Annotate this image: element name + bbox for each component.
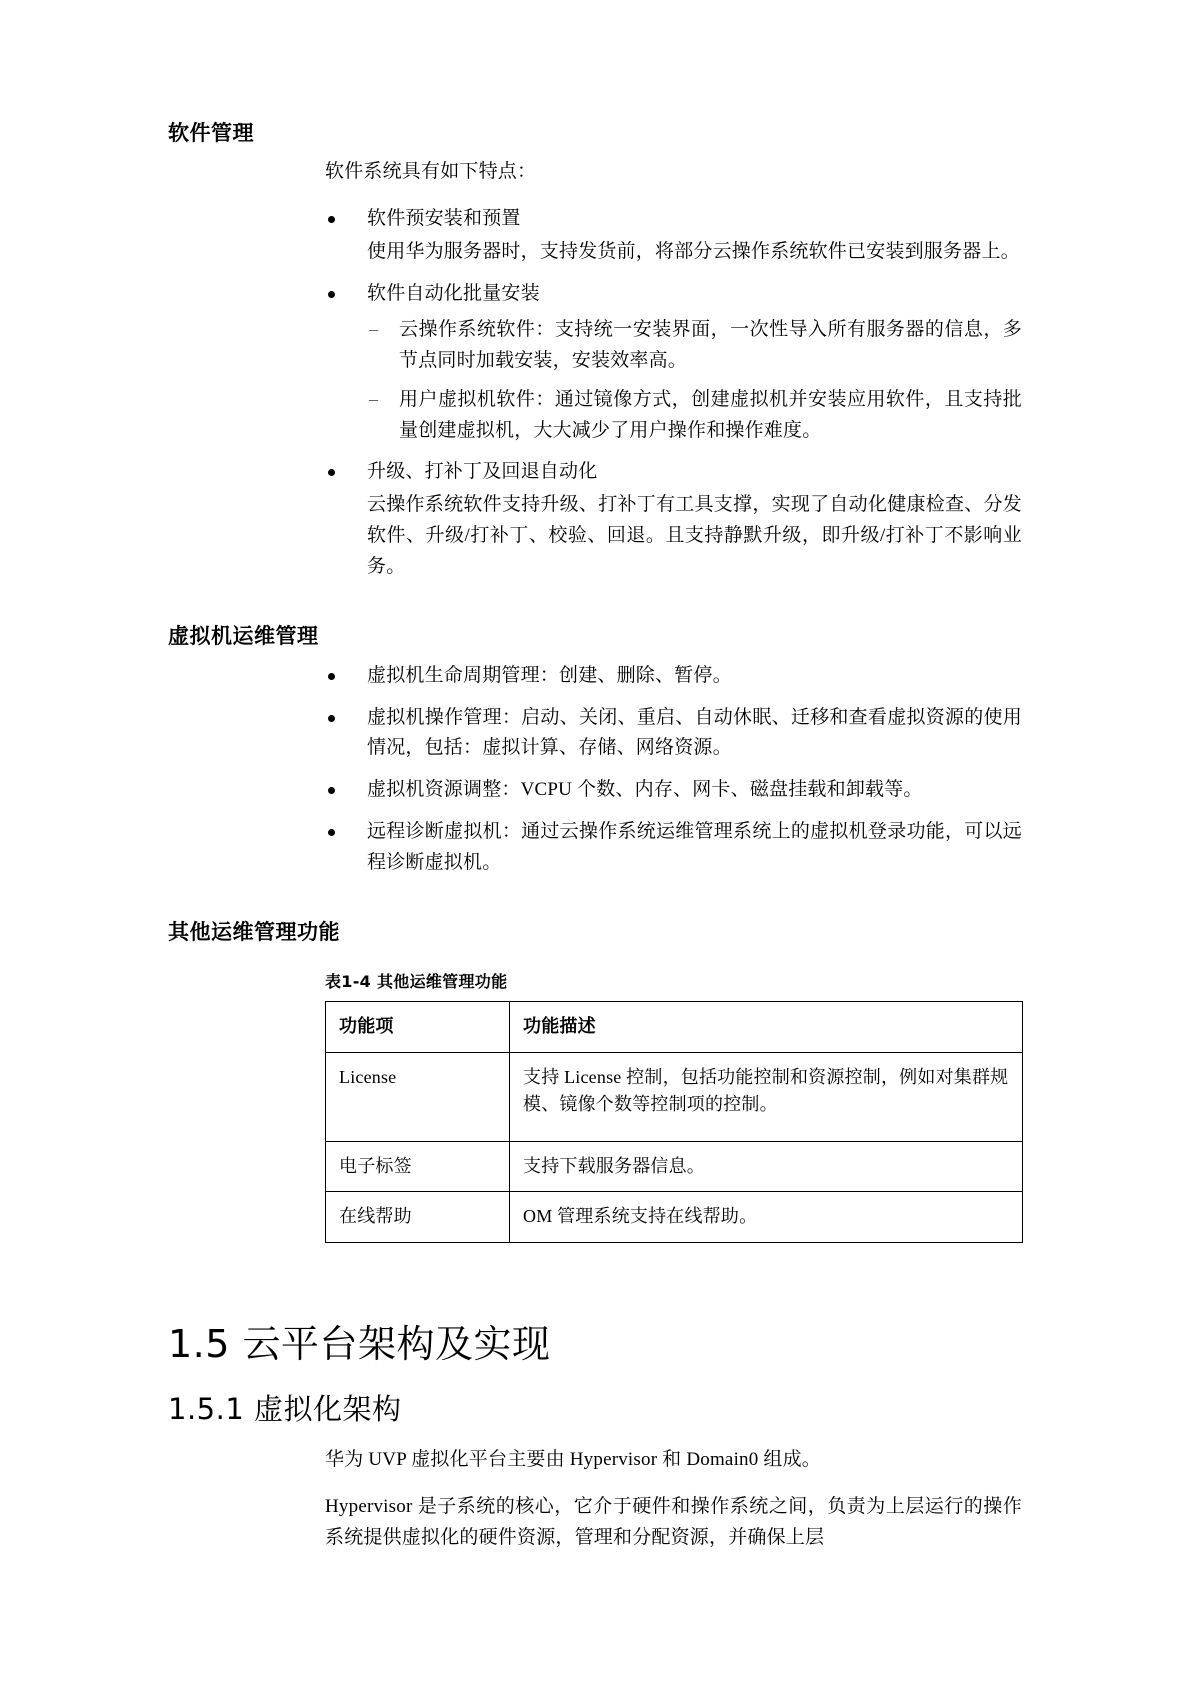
list-item: 虚拟机操作管理：启动、关闭、重启、自动休眠、迁移和查看虚拟资源的使用情况，包括：虚拟计算、存储、网络资源。: [325, 703, 1022, 765]
bullet-title: 升级、打补丁及回退自动化: [367, 461, 598, 483]
other-om-functions-table: [325, 1001, 1023, 1244]
other-om-functions-table-wrap: [325, 969, 1022, 1244]
table-row: [326, 1052, 1023, 1141]
heading-section-1-5-1: 1.5.1 虚拟化架构: [168, 1391, 402, 1426]
table-cell-item: 在线帮助: [326, 1192, 510, 1243]
list-item: [325, 279, 1022, 447]
table-header-cell-function-item: 功能项: [326, 1001, 510, 1052]
bullet-body: 云操作系统软件支持升级、打补丁有工具支撑，实现了自动化健康检查、分发软件、升级/打补丁、校验、回退。且支持静默升级，即升级/打补丁不影响业务。: [367, 494, 1022, 577]
chapter-paragraph: Hypervisor 是子系统的核心，它介于硬件和操作系统之间，负责为上层运行的操作系统提供虚拟化的硬件资源，管理和分配资源，并确保上层: [325, 1495, 1022, 1548]
vm-feature-list: [325, 661, 1022, 879]
heading-vm-om-management: 虚拟机运维管理: [168, 624, 319, 649]
table-row: [326, 1192, 1023, 1243]
bullet-body: 使用华为服务器时，支持发货前，将部分云操作系统软件已安装到服务器上。: [367, 240, 1020, 262]
table-cell-description: 支持 License 控制，包括功能控制和资源控制，例如对集群规模、镜像个数等控制项的控制。: [510, 1052, 1023, 1141]
table-header-cell-function-description: 功能描述: [510, 1001, 1023, 1052]
heading-software-management: 软件管理: [168, 121, 254, 145]
vm-om-management-body: [325, 661, 1022, 879]
table-header-row: [326, 1001, 1023, 1052]
table-cell-item: License: [326, 1052, 510, 1141]
heading-other-om-functions: 其他运维管理功能: [168, 920, 340, 945]
table-caption: 表1-4 其他运维管理功能: [325, 971, 508, 991]
software-intro-paragraph: 软件系统具有如下特点：: [325, 161, 537, 183]
list-item: [325, 204, 1022, 268]
list-item: 虚拟机生命周期管理：创建、删除、暂停。: [325, 661, 1022, 692]
software-management-body: [325, 157, 1022, 582]
page-content: [168, 120, 1022, 1569]
sub-list-item: – 云操作系统软件：支持统一安装界面，一次性导入所有服务器的信息，多节点同时加载安装，安装效率高。: [367, 315, 1022, 377]
sub-list: [367, 315, 1022, 446]
sub-list-item: – 用户虚拟机软件：通过镜像方式，创建虚拟机并安装应用软件，且支持批量创建虚拟机，大大减少了用户操作和操作难度。: [367, 385, 1022, 447]
chapter-body: [325, 1445, 1022, 1553]
table-cell-description: 支持下载服务器信息。: [510, 1141, 1023, 1192]
chapter-paragraph: 华为 UVP 虚拟化平台主要由 Hypervisor 和 Domain0 组成。: [325, 1449, 821, 1471]
list-item: 远程诊断虚拟机：通过云操作系统运维管理系统上的虚拟机登录功能，可以远程诊断虚拟机。: [325, 817, 1022, 879]
bullet-title: 软件自动化批量安装: [367, 282, 540, 304]
list-item: 虚拟机资源调整：VCPU 个数、内存、网卡、磁盘挂载和卸载等。: [325, 775, 1022, 806]
list-item: [325, 457, 1022, 582]
heading-chapter-1-5: 1.5 云平台架构及实现: [168, 1322, 551, 1367]
software-feature-list: [325, 204, 1022, 582]
table-cell-item: 电子标签: [326, 1141, 510, 1192]
table-row: [326, 1141, 1023, 1192]
table-cell-description: OM 管理系统支持在线帮助。: [510, 1192, 1023, 1243]
bullet-title: 软件预安装和预置: [367, 208, 521, 230]
